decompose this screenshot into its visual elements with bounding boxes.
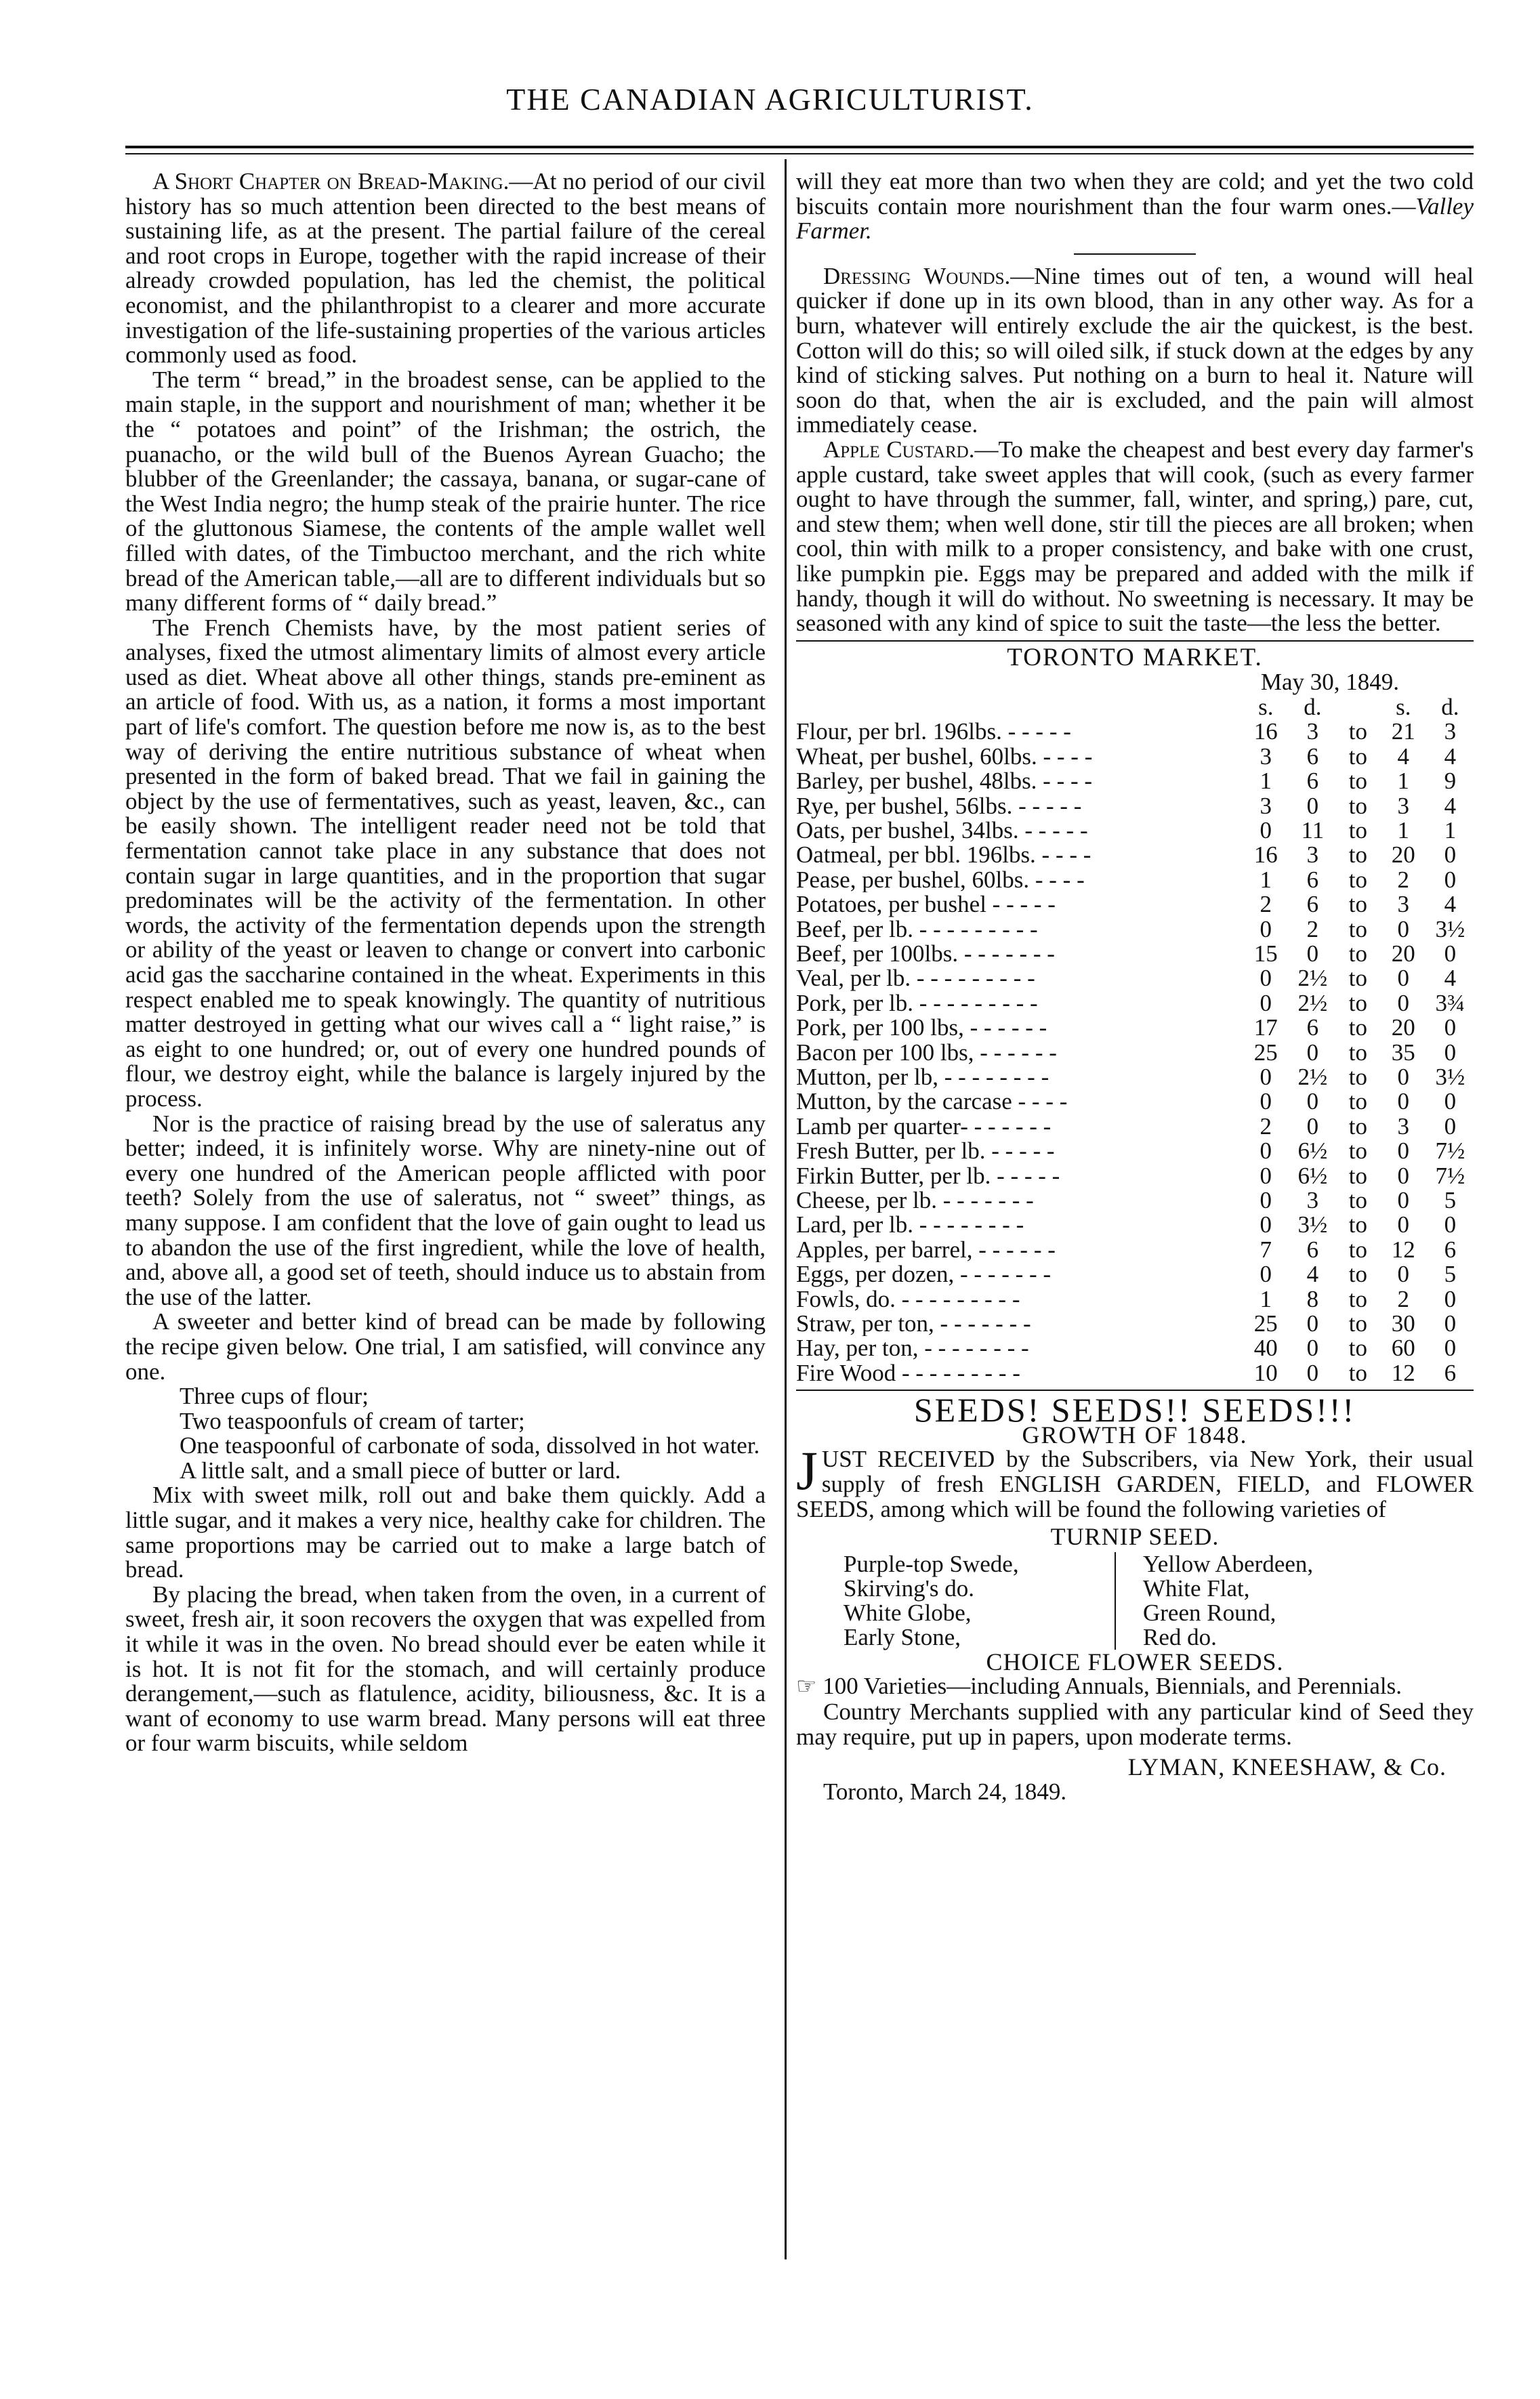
pointing-hand-icon: ☞ [796, 1674, 817, 1700]
market-row [796, 1114, 1474, 1139]
market-item: Flour, per brl. 196lbs. - - - - - [796, 719, 1071, 745]
market-item: Rye, per bushel, 56lbs. - - - - - [796, 793, 1082, 818]
market-row [796, 1262, 1474, 1287]
market-table [796, 695, 1474, 1385]
price-low-pence: 6½ [1297, 1138, 1328, 1165]
price-low-shillings: 0 [1260, 1088, 1272, 1115]
price-high-pence: 4 [1444, 891, 1457, 918]
running-head: THE CANADIAN AGRICULTURIST. [506, 82, 1034, 117]
market-row [796, 1312, 1474, 1336]
price-low-pence: 6½ [1297, 1162, 1328, 1189]
price-low-pence: 2½ [1297, 1063, 1328, 1090]
market-item: Beef, per 100lbs. - - - - - - - [796, 941, 1055, 967]
market-item: Cheese, per lb. - - - - - - - [796, 1188, 1034, 1213]
price-high-shillings: 35 [1391, 1039, 1415, 1066]
price-low-shillings: 2 [1260, 1112, 1272, 1140]
bread-paragraph-1: A Short Chapter on Bread-Making.—At no period of our civil history has so much attention been directed to the best means of sustaining life, as at the present. The partial failure of the cereal and root crops in Europe, together with the rapid increase of their already crowded population, has led the chemist, the political economist, and the philanthropist to a clearer and more accurate investigation of the life-sustaining properties of the various articles commonly used as food. [125, 168, 766, 369]
price-high-shillings: 2 [1397, 1285, 1410, 1312]
price-low-pence: 0 [1306, 1088, 1319, 1115]
price-low-shillings: 2 [1260, 891, 1272, 918]
price-high-shillings: 0 [1397, 1187, 1410, 1213]
market-item: Fresh Butter, per lb. - - - - - [796, 1139, 1055, 1164]
price-to: to [1348, 989, 1367, 1016]
price-high-pence: 3¾ [1435, 989, 1465, 1016]
price-to: to [1348, 1310, 1367, 1337]
turnip-variety: Yellow Aberdeen, [1143, 1550, 1314, 1577]
price-low-pence: 3½ [1297, 1211, 1328, 1238]
market-date: May 30, 1849. [1260, 669, 1399, 696]
price-to: to [1348, 841, 1367, 869]
price-low-shillings: 0 [1260, 816, 1272, 843]
price-to: to [1348, 1014, 1367, 1041]
price-high-pence: 1 [1444, 816, 1457, 843]
market-row [796, 1065, 1474, 1089]
price-high-shillings: 3 [1397, 792, 1410, 819]
price-high-pence: 4 [1444, 965, 1457, 992]
price-low-shillings: 0 [1260, 915, 1272, 942]
price-low-pence: 6 [1306, 891, 1319, 918]
market-row [796, 1188, 1474, 1213]
market-row [796, 868, 1474, 892]
market-item: Pease, per bushel, 60lbs. - - - - [796, 867, 1085, 893]
market-units-row [796, 695, 1474, 719]
price-high-shillings: 12 [1391, 1359, 1415, 1386]
custard-heading: Apple Custard. [823, 436, 975, 463]
price-high-pence: 0 [1444, 1335, 1457, 1362]
market-row [796, 892, 1474, 917]
market-row [796, 1164, 1474, 1188]
price-high-shillings: 60 [1391, 1335, 1415, 1362]
merchants-text: Country Merchants supplied with any particular kind of Seed they may require, put up in papers, upon moderate terms. [796, 1698, 1474, 1750]
market-row [796, 769, 1474, 793]
market-item: Potatoes, per bushel - - - - - [796, 892, 1056, 917]
market-item: Mutton, per lb, - - - - - - - - [796, 1064, 1049, 1090]
price-to: to [1348, 768, 1367, 795]
price-to: to [1348, 743, 1367, 770]
turnip-variety: White Globe, [844, 1599, 972, 1626]
price-low-shillings: 0 [1260, 1187, 1272, 1213]
market-table-body [796, 695, 1474, 1385]
price-low-shillings: 0 [1260, 1211, 1272, 1238]
price-high-pence: 3½ [1435, 1063, 1465, 1090]
bread-paragraph-2: The term “ bread,” in the broadest sense, can be applied to the main staple, in the support and nourishment of man; whether it be the “ potatoes and point” of the Irishman; the ostrich, the puanacho, or the wild bull of the Buenos Ayrean Guacho; the blubber of the Greenlander; the cassaya, banana, or sugar-cane of the West India negro; the hump steak of the prairie hunter. The rice of the gluttonous Siamese, the contents of the ample wallet well filled with dates, of the Timbuctoo merchant, and the rich white bread of the American table,—all are to different individuals but so many different forms of “ daily bread.” [125, 366, 766, 617]
market-item: Pork, per lb. - - - - - - - - - [796, 990, 1038, 1016]
price-high-shillings: 21 [1391, 718, 1415, 745]
seeds-growth: GROWTH OF 1848. [1022, 1421, 1248, 1448]
turnip-variety: White Flat, [1143, 1574, 1250, 1602]
price-low-pence: 0 [1306, 940, 1319, 967]
price-low-pence: 0 [1306, 1335, 1319, 1362]
price-high-shillings: 12 [1391, 1236, 1415, 1263]
market-row [796, 843, 1474, 867]
price-low-pence: 6 [1306, 768, 1319, 795]
price-to: to [1348, 1187, 1367, 1213]
price-low-shillings: 15 [1253, 940, 1278, 967]
price-high-pence: 0 [1444, 1211, 1457, 1238]
price-to: to [1348, 1039, 1367, 1066]
price-high-pence: 3 [1444, 718, 1457, 745]
price-to: to [1348, 891, 1367, 918]
price-low-pence: 3 [1306, 841, 1319, 869]
market-row [796, 1139, 1474, 1163]
bread-continuation: will they eat more than two when they are cold; and yet the two cold biscuits contain more nourishment than the four warm ones.—Valley Farmer. [796, 168, 1474, 245]
seeds-heading: SEEDS! SEEDS!! SEEDS!!! [913, 1391, 1356, 1430]
price-high-pence: 0 [1444, 1310, 1457, 1337]
dateline: Toronto, March 24, 1849. [823, 1778, 1067, 1805]
custard-article: Apple Custard.—To make the cheapest and best every day farmer's apple custard, take sweet apples that will cook, (such as every farmer ought to have through the summer, fall, winter, and spring,) pare, cut, and stew them; when well done, stir till the pieces are all broken; when cool, thin with milk to a proper consistency, and bake with one crust, like pumpkin pie. Eggs may be prepared and added with the milk if handy, though it will do without. No sweetning is necessary. It may be seasoned with any kind of spice to suit the taste—the less the better. [796, 436, 1474, 637]
price-low-shillings: 40 [1253, 1335, 1278, 1362]
price-high-shillings: 30 [1391, 1310, 1415, 1337]
price-high-pence: 5 [1444, 1187, 1457, 1213]
wounds-heading: Dressing Wounds. [823, 262, 1011, 289]
market-item: Hay, per ton, - - - - - - - - [796, 1336, 1029, 1361]
price-high-shillings: 3 [1397, 1112, 1410, 1140]
price-low-shillings: 7 [1260, 1236, 1272, 1263]
price-high-shillings: 20 [1391, 1014, 1415, 1041]
price-low-pence: 2 [1306, 915, 1319, 942]
flower-title: CHOICE FLOWER SEEDS. [986, 1648, 1284, 1675]
turnip-list [844, 1552, 1474, 1650]
price-low-pence: 0 [1306, 1039, 1319, 1066]
price-to: to [1348, 1359, 1367, 1386]
recipe-line: A little salt, and a small piece of butter or lard. [180, 1457, 621, 1484]
market-item: Apples, per barrel, - - - - - - [796, 1237, 1056, 1263]
price-low-shillings: 16 [1253, 718, 1278, 745]
price-low-pence: 6 [1306, 1236, 1319, 1263]
market-item: Oatmeal, per bbl. 196lbs. - - - - [796, 843, 1091, 868]
price-to: to [1348, 1285, 1367, 1312]
price-high-pence: 0 [1444, 1014, 1457, 1041]
price-low-shillings: 0 [1260, 965, 1272, 992]
price-high-pence: 5 [1444, 1261, 1457, 1288]
seeds-intro: JUST RECEIVED by the Subscribers, via New York, their usual supply of fresh ENGLISH GARDEN, FIELD, and FLOWER SEEDS, among which will be found the following varieties of [796, 1440, 1474, 1522]
price-high-shillings: 20 [1391, 940, 1415, 967]
market-row [796, 1361, 1474, 1385]
price-high-pence: 0 [1444, 1285, 1457, 1312]
price-high-pence: 0 [1444, 1088, 1457, 1115]
price-low-shillings: 3 [1260, 792, 1272, 819]
turnip-variety: Green Round, [1143, 1599, 1276, 1626]
price-high-pence: 7½ [1435, 1162, 1465, 1189]
turnip-title: TURNIP SEED. [1050, 1523, 1220, 1551]
right-column [796, 169, 1474, 1804]
left-column [125, 169, 766, 1756]
recipe-line: Two teaspoonfuls of cream of tarter; [180, 1407, 525, 1434]
market-item: Veal, per lb. - - - - - - - - - [796, 966, 1035, 991]
price-to: to [1348, 940, 1367, 967]
header-rule [125, 146, 1474, 148]
section-separator [1074, 253, 1196, 255]
price-low-shillings: 1 [1260, 1285, 1272, 1312]
market-row [796, 966, 1474, 990]
price-low-shillings: 1 [1260, 768, 1272, 795]
market-row [796, 1336, 1474, 1360]
price-low-shillings: 17 [1253, 1014, 1278, 1041]
market-item: Fowls, do. - - - - - - - - - [796, 1287, 1020, 1312]
price-high-pence: 4 [1444, 792, 1457, 819]
price-to: to [1348, 1261, 1367, 1288]
market-row [796, 1238, 1474, 1262]
recipe-line: Mix with sweet milk, roll out and bake them quickly. Add a little sugar, and it makes a very nice, healthy cake for children. The same proportions may be carried out to make a large batch of bread. [125, 1482, 766, 1583]
bread-paragraph-5: A sweeter and better kind of bread can be made by following the recipe given below. One trial, I am satisfied, will convince any one. [125, 1308, 766, 1385]
price-high-shillings: 2 [1397, 866, 1410, 893]
price-to: to [1348, 718, 1367, 745]
unit-pence: d. [1441, 693, 1459, 720]
price-high-shillings: 1 [1397, 768, 1410, 795]
price-low-pence: 6 [1306, 1014, 1319, 1041]
price-low-pence: 8 [1306, 1285, 1319, 1312]
price-low-shillings: 10 [1253, 1359, 1278, 1386]
unit-shillings: s. [1396, 693, 1411, 720]
price-high-pence: 0 [1444, 841, 1457, 869]
price-high-shillings: 0 [1397, 1063, 1410, 1090]
turnip-variety: Purple-top Swede, [844, 1550, 1019, 1577]
price-low-pence: 2½ [1297, 965, 1328, 992]
market-item: Beef, per lb. - - - - - - - - - [796, 917, 1038, 942]
price-high-shillings: 1 [1397, 816, 1410, 843]
price-low-shillings: 0 [1260, 1162, 1272, 1189]
price-to: to [1348, 915, 1367, 942]
price-low-shillings: 0 [1260, 989, 1272, 1016]
price-to: to [1348, 792, 1367, 819]
header-rule-thin [125, 153, 1474, 154]
market-row [796, 1041, 1474, 1065]
wounds-article: Dressing Wounds.—Nine times out of ten, a wound will heal quicker if done up in its own blood, than in any other way. As for a burn, whatever will entirely exclude the air the quickest, is the best. Cotton will do this; so will oiled silk, if stuck down at the edges by any kind of sticking salves. Put nothing on a burn to heal it. Nature will soon do that, when the air is excluded, and the pain will almost immediately cease. [796, 262, 1474, 438]
flower-text: ☞ 100 Varieties—including Annuals, Biennials, and Perennials. [796, 1673, 1402, 1700]
unit-shillings: s. [1258, 693, 1274, 720]
price-low-shillings: 0 [1260, 1138, 1272, 1165]
drop-cap: J [796, 1440, 818, 1502]
price-high-pence: 0 [1444, 940, 1457, 967]
price-high-shillings: 0 [1397, 915, 1410, 942]
price-high-pence: 3½ [1435, 915, 1465, 942]
price-low-pence: 0 [1306, 1359, 1319, 1386]
market-item: Lard, per lb. - - - - - - - - [796, 1213, 1024, 1238]
price-low-shillings: 1 [1260, 866, 1272, 893]
price-low-shillings: 16 [1253, 841, 1278, 869]
price-high-shillings: 0 [1397, 1261, 1410, 1288]
price-high-shillings: 20 [1391, 841, 1415, 869]
turnip-list-left [844, 1552, 1116, 1650]
price-low-pence: 3 [1306, 1187, 1319, 1213]
price-high-pence: 0 [1444, 1039, 1457, 1066]
price-low-pence: 2½ [1297, 989, 1328, 1016]
price-high-shillings: 0 [1397, 1138, 1410, 1165]
market-row [796, 745, 1474, 769]
price-high-pence: 0 [1444, 866, 1457, 893]
price-low-pence: 6 [1306, 743, 1319, 770]
market-row [796, 1213, 1474, 1237]
price-high-shillings: 0 [1397, 965, 1410, 992]
market-title: TORONTO MARKET. [1007, 643, 1263, 671]
price-high-shillings: 0 [1397, 1162, 1410, 1189]
price-high-pence: 0 [1444, 1112, 1457, 1140]
price-high-shillings: 3 [1397, 891, 1410, 918]
price-low-pence: 3 [1306, 718, 1319, 745]
price-low-pence: 0 [1306, 1112, 1319, 1140]
price-low-pence: 0 [1306, 792, 1319, 819]
price-to: to [1348, 1112, 1367, 1140]
turnip-list-right [1116, 1552, 1441, 1650]
price-low-pence: 0 [1306, 1310, 1319, 1337]
turnip-variety: Early Stone, [844, 1623, 961, 1650]
column-divider [785, 159, 787, 2259]
price-to: to [1348, 965, 1367, 992]
market-row [796, 1089, 1474, 1114]
price-low-pence: 11 [1301, 816, 1325, 843]
price-to: to [1348, 1211, 1367, 1238]
price-high-shillings: 0 [1397, 1211, 1410, 1238]
price-high-pence: 7½ [1435, 1138, 1465, 1165]
bread-paragraph-6: By placing the bread, when taken from the oven, in a current of sweet, fresh air, it soon recovers the oxygen that was expelled from it while it was in the oven. No bread should ever be eaten while it is hot. It is not fit for the stomach, and will certainly produce derangement,—such as flatulence, acidity, biliousness, &c. It is a want of economy to use warm bread. Many persons will eat three or four warm biscuits, while seldom [125, 1581, 766, 1757]
market-row [796, 991, 1474, 1016]
price-high-pence: 6 [1444, 1359, 1457, 1386]
price-to: to [1348, 866, 1367, 893]
price-high-pence: 9 [1444, 768, 1457, 795]
price-to: to [1348, 1236, 1367, 1263]
market-row [796, 1016, 1474, 1040]
price-to: to [1348, 1162, 1367, 1189]
market-row [796, 1287, 1474, 1312]
market-rule [796, 640, 1474, 642]
recipe-line: Three cups of flour; [180, 1383, 369, 1410]
price-low-shillings: 3 [1260, 743, 1272, 770]
firm-name: LYMAN, KNEESHAW, & Co. [1127, 1753, 1447, 1781]
recipe-line: One teaspoonful of carbonate of soda, dissolved in hot water. [180, 1432, 760, 1459]
market-item: Oats, per bushel, 34lbs. - - - - - [796, 818, 1088, 843]
market-item: Pork, per 100 lbs, - - - - - - [796, 1016, 1047, 1041]
market-item: Straw, per ton, - - - - - - - [796, 1312, 1031, 1337]
market-item: Bacon per 100 lbs, - - - - - - [796, 1040, 1057, 1065]
price-low-pence: 6 [1306, 866, 1319, 893]
price-high-pence: 6 [1444, 1236, 1457, 1263]
price-high-pence: 4 [1444, 743, 1457, 770]
market-row [796, 942, 1474, 966]
market-row [796, 917, 1474, 942]
price-to: to [1348, 816, 1367, 843]
market-row [796, 719, 1474, 744]
market-row [796, 794, 1474, 818]
turnip-variety: Skirving's do. [844, 1574, 974, 1602]
price-to: to [1348, 1335, 1367, 1362]
market-item: Barley, per bushel, 48lbs. - - - - [796, 769, 1093, 794]
price-low-shillings: 0 [1260, 1261, 1272, 1288]
bread-paragraph-3: The French Chemists have, by the most patient series of analyses, fixed the utmost alimentary limits of almost every article used as diet. Wheat above all other things, stands pre-eminent as an article of food. With us, as a nation, it forms a most important part of life's comfort. The question before me now is, as to the best way of deriving the entire nutritious substance of wheat when presented in the form of baked bread. That we fail in gaining the object by the use of fermentatives, such as yeast, leaven, &c., can be easily shown. The intelligent reader need not be told that fermentation cannot take place in any substance that does not contain sugar in large quantities, and in the proportion that sugar predominates will be the activity of the fermentation. In other words, the activity of the fermentation depends upon the strength or ability of the yeast or leaven to change or convert into carbonic acid gas the saccharine contained in the wheat. Experiments in this respect enabled me to speak knowingly. The quantity of nutritious matter destroyed in getting what our wives call a “ light raise,” is as eight to one hundred; or, out of every one hundred pounds of flour, we destroy eight, while the balance is largely injured by the process. [125, 614, 766, 1112]
price-low-pence: 4 [1306, 1261, 1319, 1288]
market-item: Mutton, by the carcase - - - - [796, 1089, 1068, 1114]
market-item: Lamb per quarter- - - - - - - [796, 1114, 1052, 1140]
price-to: to [1348, 1063, 1367, 1090]
market-row [796, 818, 1474, 843]
market-item: Firkin Butter, per lb. - - - - - [796, 1163, 1060, 1188]
unit-pence: d. [1304, 693, 1322, 720]
market-item: Fire Wood - - - - - - - - - [796, 1360, 1020, 1386]
bread-paragraph-4: Nor is the practice of raising bread by the use of saleratus any better; indeed, it is infinitely worse. Why are ninety-nine out of every one hundred of the American people afflicted with poor teeth? Solely from the use of saleratus, not “ sweet” things, as many suppose. I am confident that the love of gain ought to lead us to abandon the use of the first ingredient, while the love of health, and, above all, a good set of teeth, should induce us to abstain from the use of the latter. [125, 1110, 766, 1310]
market-item: Wheat, per bushel, 60lbs. - - - - [796, 744, 1093, 770]
market-item: Eggs, per dozen, - - - - - - - [796, 1262, 1052, 1287]
bread-source: Valley Farmer. [796, 192, 1474, 245]
turnip-variety: Red do. [1143, 1623, 1217, 1650]
price-low-shillings: 0 [1260, 1063, 1272, 1090]
price-high-shillings: 0 [1397, 989, 1410, 1016]
price-to: to [1348, 1088, 1367, 1115]
bread-heading: A Short Chapter on Bread-Making. [152, 168, 509, 194]
price-high-shillings: 4 [1397, 743, 1410, 770]
price-low-shillings: 25 [1253, 1039, 1278, 1066]
price-to: to [1348, 1138, 1367, 1165]
price-high-shillings: 0 [1397, 1088, 1410, 1115]
price-low-shillings: 25 [1253, 1310, 1278, 1337]
